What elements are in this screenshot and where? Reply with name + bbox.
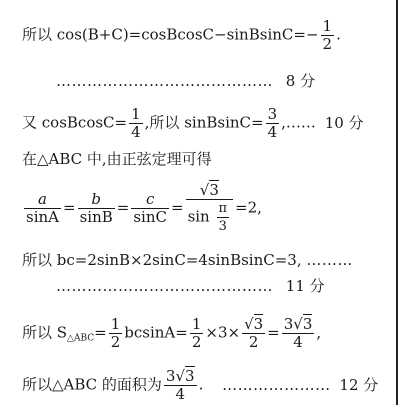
score-line-11	[56, 276, 325, 296]
right-margin-rule	[396, 0, 398, 405]
line-area-formula: 所以 $S_{\triangle ABC}=$ $\frac{1}{2}$ bcsinA= $\frac{1}{2}$ ×3× $\frac{√3}{2}$ = $\frac{3√3}{4}$ ,	[22, 315, 322, 351]
fraction-root3-sin-pi3: √3 sin $\frac{\pi}{3}$	[186, 182, 233, 235]
leader-dots: …………………	[222, 375, 331, 394]
fraction-3root3-over-4: $\frac{3√3}{4}$	[165, 367, 195, 403]
leader-dots: ……………………………………	[56, 277, 273, 295]
fraction-b-sinB: $\frac{b}{\sin B}$	[79, 190, 113, 226]
line-sine-rule: $\frac{a}{\sin A}$ = $\frac{b}{\sin B}$ = $\frac{c}{\sin C}$ = √3 sin $\frac{\pi}{3}$ =2,	[26, 181, 262, 234]
fraction-one-half: $\frac{1}{2}$	[322, 17, 333, 53]
line-bc-product: 所以 bc=2sinB×2sinC=4sinBsinC=3, ………	[22, 251, 353, 269]
fraction-one-half: $\frac{1}{2}$	[191, 315, 202, 351]
score-label: 10 分	[324, 113, 364, 132]
fraction-c-sinC: $\frac{c}{\sin C}$	[133, 190, 167, 226]
fraction-3root3-over-4: $\frac{3√3}{4}$	[283, 315, 313, 351]
line1-prefix: 所以 cos(B+C)=cosBcosC−sinBsinC=−	[22, 25, 319, 44]
score-label: 11 分	[285, 277, 325, 295]
fraction-a-sinA: $\frac{a}{\sin A}$	[26, 190, 59, 226]
line-area-result: 所以△ABC 的面积为 $\frac{3√3}{4}$ . ………………… 12 分	[22, 367, 379, 403]
fraction-one-quarter: $\frac{1}{4}$	[131, 105, 141, 141]
line-cosb-cosc: 又 cosBcosC= $\frac{1}{4}$ ,所以 sinBsinC= $\frac{3}{4}$ ,…… 10 分	[22, 105, 364, 141]
leader-dots: ……………………………………	[56, 72, 273, 90]
score-label: 8 分	[285, 72, 316, 90]
line-sine-rule-intro: 在△ABC 中,由正弦定理可得	[22, 150, 212, 168]
fraction-three-quarters: $\frac{3}{4}$	[267, 105, 278, 141]
fraction-one-half: $\frac{1}{2}$	[110, 315, 121, 351]
fraction-root3-over-2: $\frac{√3}{2}$	[244, 315, 264, 351]
fraction-pi-3: $\frac{\pi}{3}$	[218, 201, 228, 234]
score-label: 12 分	[339, 375, 379, 394]
score-line-8	[56, 71, 315, 91]
line-cos-sum: 所以 cos(B+C)=cosBcosC−sinBsinC=− $\frac{1}{2}$ .	[22, 17, 341, 53]
